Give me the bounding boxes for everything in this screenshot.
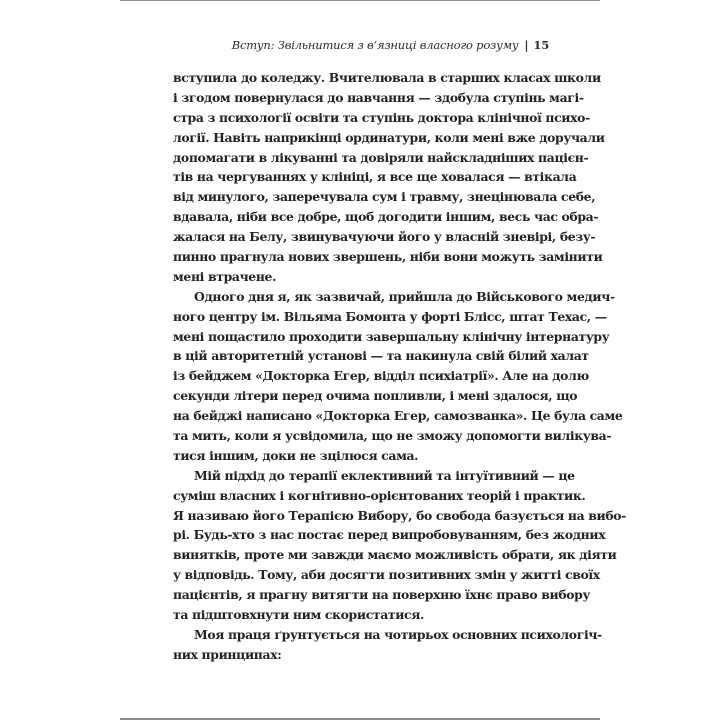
text-line: та підштовхнути ним скористатися. [173, 607, 425, 623]
text-line: і згодом повернулася до навчання — здобула ступінь магі- [173, 89, 584, 105]
text-line: пинно прагнула нових звершень, ніби вони можуть замінити [173, 249, 603, 265]
text-line: логії. Навіть наприкінці ординатури, коли мені вже доручали [173, 129, 605, 145]
page-edge-top [120, 0, 600, 1]
text-line: Мій підхід до терапії еклективний та інтуїтивний — це [194, 467, 575, 483]
chapter-title: Вступ: Звільнитися з в’язниці власного розуму [231, 38, 519, 52]
text-line: в цій авторитетній установі — та накинула свій білий халат [173, 348, 589, 364]
text-line: тися іншим, доки не зцілюся сама. [173, 447, 419, 463]
text-line: допомагати в лікуванні та довіряли найскладніших пацієн- [173, 149, 589, 165]
text-line: та мить, коли я усвідомила, що не зможу допомогти вилікува- [173, 428, 612, 444]
paragraph [173, 68, 605, 287]
text-line: жалася на Белу, звинувачуючи його у власній зневірі, безу- [173, 229, 596, 245]
text-line: них принципах: [173, 646, 282, 662]
text-line: від минулого, заперечувала сум і травму, знецінювала себе, [173, 189, 596, 205]
text-line: мені пощастило проходити завершальну клінічну інтернатуру [173, 328, 610, 344]
page-number: 15 [533, 38, 549, 52]
text-line: Одного дня я, як зазвичай, прийшла до Військового медич- [194, 288, 615, 304]
text-line: секунди літери перед очима попливли, і мені здалося, що [173, 388, 578, 404]
text-line: на бейджі написано «Докторка Егер, самозванка». Це була саме [173, 408, 623, 424]
running-head [232, 38, 549, 52]
text-line: вступила до коледжу. Вчителювала в старших класах школи [173, 70, 601, 85]
text-line: мені втрачене. [173, 268, 277, 284]
text-line: у відповідь. Тому, аби досягти позитивних змін у житті своїх [173, 567, 600, 583]
text-line: суміш власних і когнітивно-орієнтованих теорій і практик. [173, 487, 586, 503]
header-separator: | [524, 38, 529, 52]
text-line: рі. Будь-хто з нас постає перед випробовуванням, без жодних [173, 527, 606, 543]
body-text [173, 68, 626, 665]
text-line: із бейджем «Докторка Егер, відділ психіатрії». Але на долю [173, 368, 589, 384]
text-line: винятків, проте ми завжди маємо можливість обрати, як діяти [173, 547, 617, 563]
paragraph [173, 625, 602, 665]
paragraph [173, 287, 623, 466]
text-line: стра з психології освіти та ступінь доктора клінічної психо- [173, 109, 590, 125]
text-line: тів на чергуваннях у клініці, я все ще ховалася — втікала [173, 169, 577, 185]
text-line: ного центру ім. Вільяма Бомонта у форті Блісс, штат Техас, — [173, 308, 607, 324]
text-line: вдавала, ніби все добре, щоб догодити іншим, весь час обра- [173, 209, 599, 225]
text-line: Я називаю його Терапією Вибору, бо свобода базується на вибо- [173, 507, 626, 523]
paragraph [173, 466, 626, 625]
text-line: пацієнтів, я прагну витягти на поверхню їхнє право вибору [173, 587, 591, 603]
text-line: Моя праця ґрунтується на чотирьох основних психологіч- [194, 626, 602, 642]
